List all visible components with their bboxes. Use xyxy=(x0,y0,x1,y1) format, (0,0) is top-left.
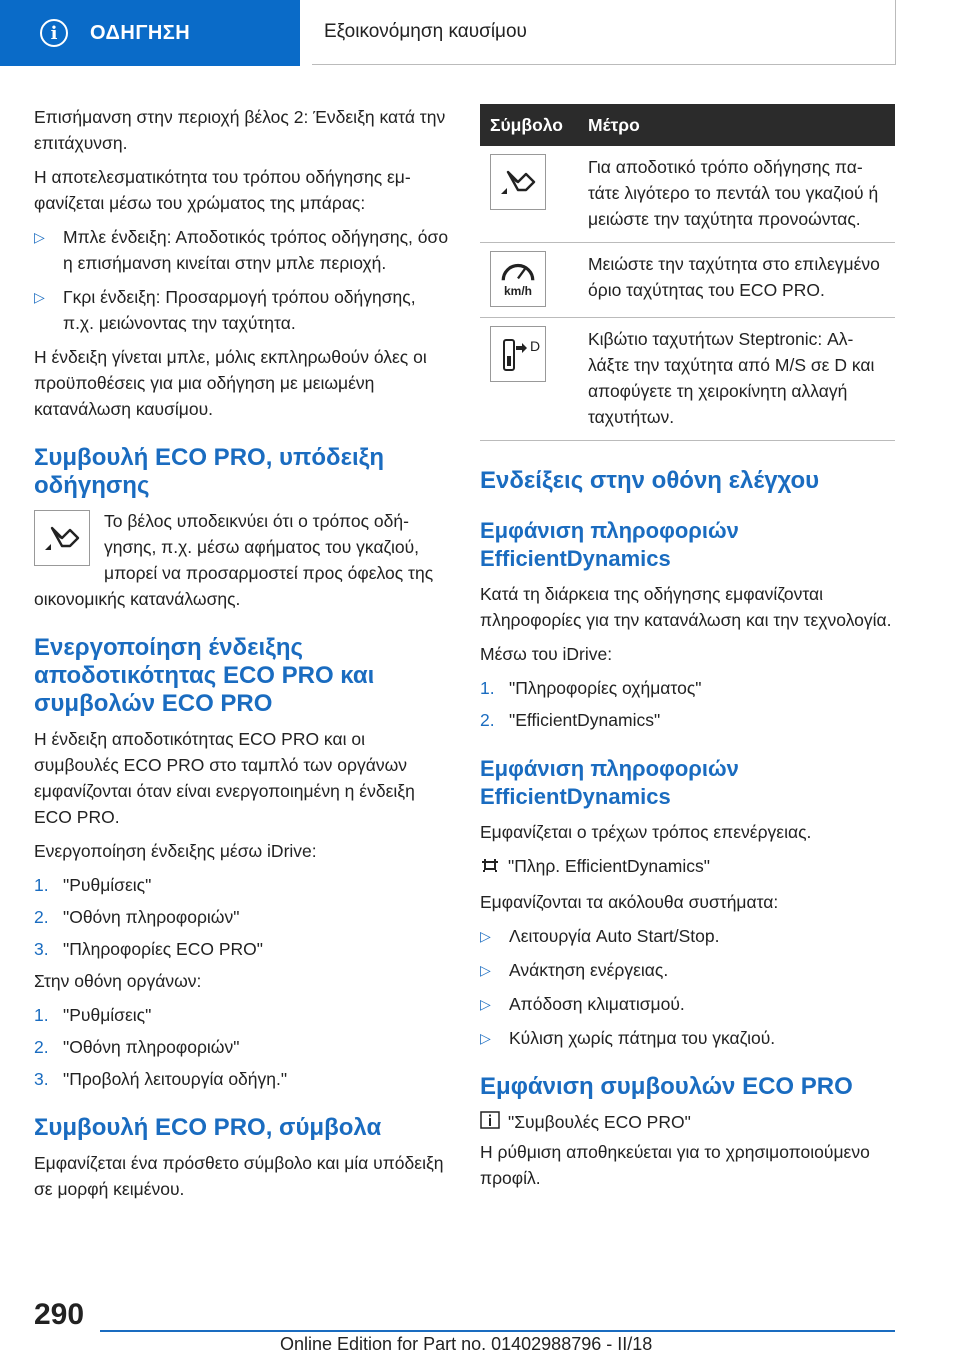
gauge-unit-label: km/h xyxy=(503,284,532,298)
pedal-release-icon xyxy=(490,154,546,210)
table-row xyxy=(480,318,895,441)
triangle-bullet-icon: ▷ xyxy=(480,1029,491,1046)
speed-gauge-icon xyxy=(490,251,546,307)
list-item: 2. "Οθόνη πληροφοριών" xyxy=(34,1037,240,1057)
list-item: 1. "Ρυθμίσεις" xyxy=(34,875,152,895)
symbol-table xyxy=(480,104,895,441)
section-title: ΟΔΗΓΗΣΗ xyxy=(90,21,191,44)
header-section-tab xyxy=(0,0,300,66)
paragraph: Επισήμανση στην περιοχή βέλος 2: Ένδειξη κατά την επιτάχυνση. xyxy=(34,107,446,153)
triangle-bullet-icon: ▷ xyxy=(480,961,491,978)
list-item: ▷ Γκρι ένδειξη: Προσαρμογή τρόπου οδήγησης, π.χ. μειώνοντας την ταχύτητα. xyxy=(34,284,449,336)
paragraph: Εμφανίζεται ένα πρόσθετο σύμβολο και μία υπόδειξη σε μορφή κειμένου. xyxy=(34,1153,444,1199)
paragraph: "Συμβουλές ECO PRO" xyxy=(480,1109,895,1137)
paragraph: Εμφανίζεται ο τρέχων τρόπος επενέργειας. xyxy=(480,822,812,842)
table-header-symbol: Σύμβολο xyxy=(480,104,578,146)
list-item: 3. "Προβολή λειτουργία οδήγη." xyxy=(34,1069,288,1089)
gear-label: D xyxy=(529,338,541,354)
car-icon xyxy=(480,854,500,881)
edition-note: Online Edition for Part no. 01402988796 - II/18 xyxy=(280,1334,653,1354)
right-column xyxy=(480,104,895,1199)
hint-block xyxy=(34,508,449,612)
list-item: 3. "Πληροφορίες ECO PRO" xyxy=(34,939,263,959)
section-heading: Ενεργοποίηση ένδειξης αποδοτικότητας ECO PRO και συμβολών ECO PRO xyxy=(34,634,375,717)
triangle-bullet-icon: ▷ xyxy=(34,229,45,245)
list-item: 1. "Ρυθμίσεις" xyxy=(34,1005,152,1025)
section-heading: Εμφάνιση πληροφοριών EfficientDynamics xyxy=(480,518,739,571)
table-row xyxy=(480,146,895,243)
list-item: ▷ Λειτουργία Auto Start/Stop. xyxy=(480,923,895,949)
paragraph: Η ένδειξη γίνεται μπλε, μόλις εκπληρωθούν όλες οι προϋποθέσεις για μια οδήγηση με μειωμένη κατανάλωση καυσίμου. xyxy=(34,347,427,419)
info-icon: i xyxy=(40,19,68,47)
triangle-bullet-icon: ▷ xyxy=(480,927,491,944)
paragraph: Η αποτελεσματικότητα του τρόπου οδήγησης εμφανίζεται μέσω του χρώματος της μπάρας: xyxy=(34,167,411,213)
page-number: 290 xyxy=(34,1298,85,1331)
table-row xyxy=(480,243,895,318)
paragraph: Στην οθόνη οργάνων: xyxy=(34,971,202,991)
pedal-release-icon xyxy=(34,510,90,566)
gear-selector-icon xyxy=(490,326,546,382)
table-cell: Κιβώτιο ταχυτήτων Steptronic: Αλλάξτε την ταχύτητα από M/S σε D και αποφύγετε τη χειροκίνητη αλλαγή ταχυτήτων. xyxy=(578,318,895,441)
paragraph: Ενεργοποίηση ένδειξης μέσω iDrive: xyxy=(34,841,317,861)
triangle-bullet-icon: ▷ xyxy=(34,289,45,305)
paragraph: Η ένδειξη αποδοτικότητας ECO PRO και οι συμβουλές ECO PRO στο ταμπλό των οργάνων εμφανίζονται όταν είναι ενεργοποιημένη η ένδειξη ECO PRO. xyxy=(34,729,415,827)
paragraph: Μέσω του iDrive: xyxy=(480,644,613,664)
table-cell: Για αποδοτικό τρόπο οδήγησης πατάτε λιγότερο το πεντάλ του γκαζιού ή μειώστε την ταχύτητα προνοώντας. xyxy=(578,146,895,243)
left-column xyxy=(34,104,449,1210)
table-cell: Μειώστε την ταχύτητα στο επιλεγμένο όριο ταχύτητας του ECO PRO. xyxy=(578,243,895,318)
section-heading: Εμφάνιση συμβουλών ECO PRO xyxy=(480,1072,853,1100)
list-item: ▷ Απόδοση κλιματισμού. xyxy=(480,991,895,1017)
paragraph: "Πληρ. EfficientDynamics" xyxy=(480,853,895,881)
info-box-icon xyxy=(480,1110,500,1137)
section-heading: Εμφάνιση πληροφοριών EfficientDynamics xyxy=(480,756,739,809)
list-item: 2. "Οθόνη πληροφοριών" xyxy=(34,907,240,927)
list-item: ▷ Ανάκτηση ενέργειας. xyxy=(480,957,895,983)
section-heading: Ενδείξεις στην οθόνη ελέγχου xyxy=(480,467,820,494)
section-heading: Συμβουλή ECO PRO, σύμβολα xyxy=(34,1114,382,1141)
header-subsection xyxy=(312,0,896,65)
paragraph: Η ρύθμιση αποθηκεύεται για το χρησιμοποιούμενο προφίλ. xyxy=(480,1141,870,1188)
paragraph: Κατά τη διάρκεια της οδήγησης εμφανίζονται πληροφορίες για την κατανάλωση και την τεχνολογία. xyxy=(480,584,892,630)
paragraph: Το βέλος υποδεικνύει ότι ο τρόπος οδήγησης, π.χ. μέσω αφήματος του γκαζιού, μπορεί να προσαρμοστεί προς όφελος της οικονομικής κατανάλωσης. xyxy=(34,511,434,609)
section-heading: Συμβουλή ECO PRO, υπόδειξη οδήγησης xyxy=(34,444,384,499)
list-item: ▷ Μπλε ένδειξη: Αποδοτικός τρόπος οδήγησης, όσο η επισήμανση κινείται στην μπλε περιοχή. xyxy=(34,224,449,276)
subsection-title: Εξοικονόμηση καυσίμου xyxy=(324,21,527,42)
table-header-measure: Μέτρο xyxy=(578,104,895,146)
paragraph: Εμφανίζονται τα ακόλουθα συστήματα: xyxy=(480,891,779,912)
triangle-bullet-icon: ▷ xyxy=(480,995,491,1012)
footer-divider xyxy=(100,1330,895,1332)
list-item: ▷ Κύλιση χωρίς πάτημα του γκαζιού. xyxy=(480,1025,895,1051)
list-item: 1. "Πληροφορίες οχήματος" xyxy=(480,678,702,698)
list-item: 2. "EfficientDynamics" xyxy=(480,710,661,730)
